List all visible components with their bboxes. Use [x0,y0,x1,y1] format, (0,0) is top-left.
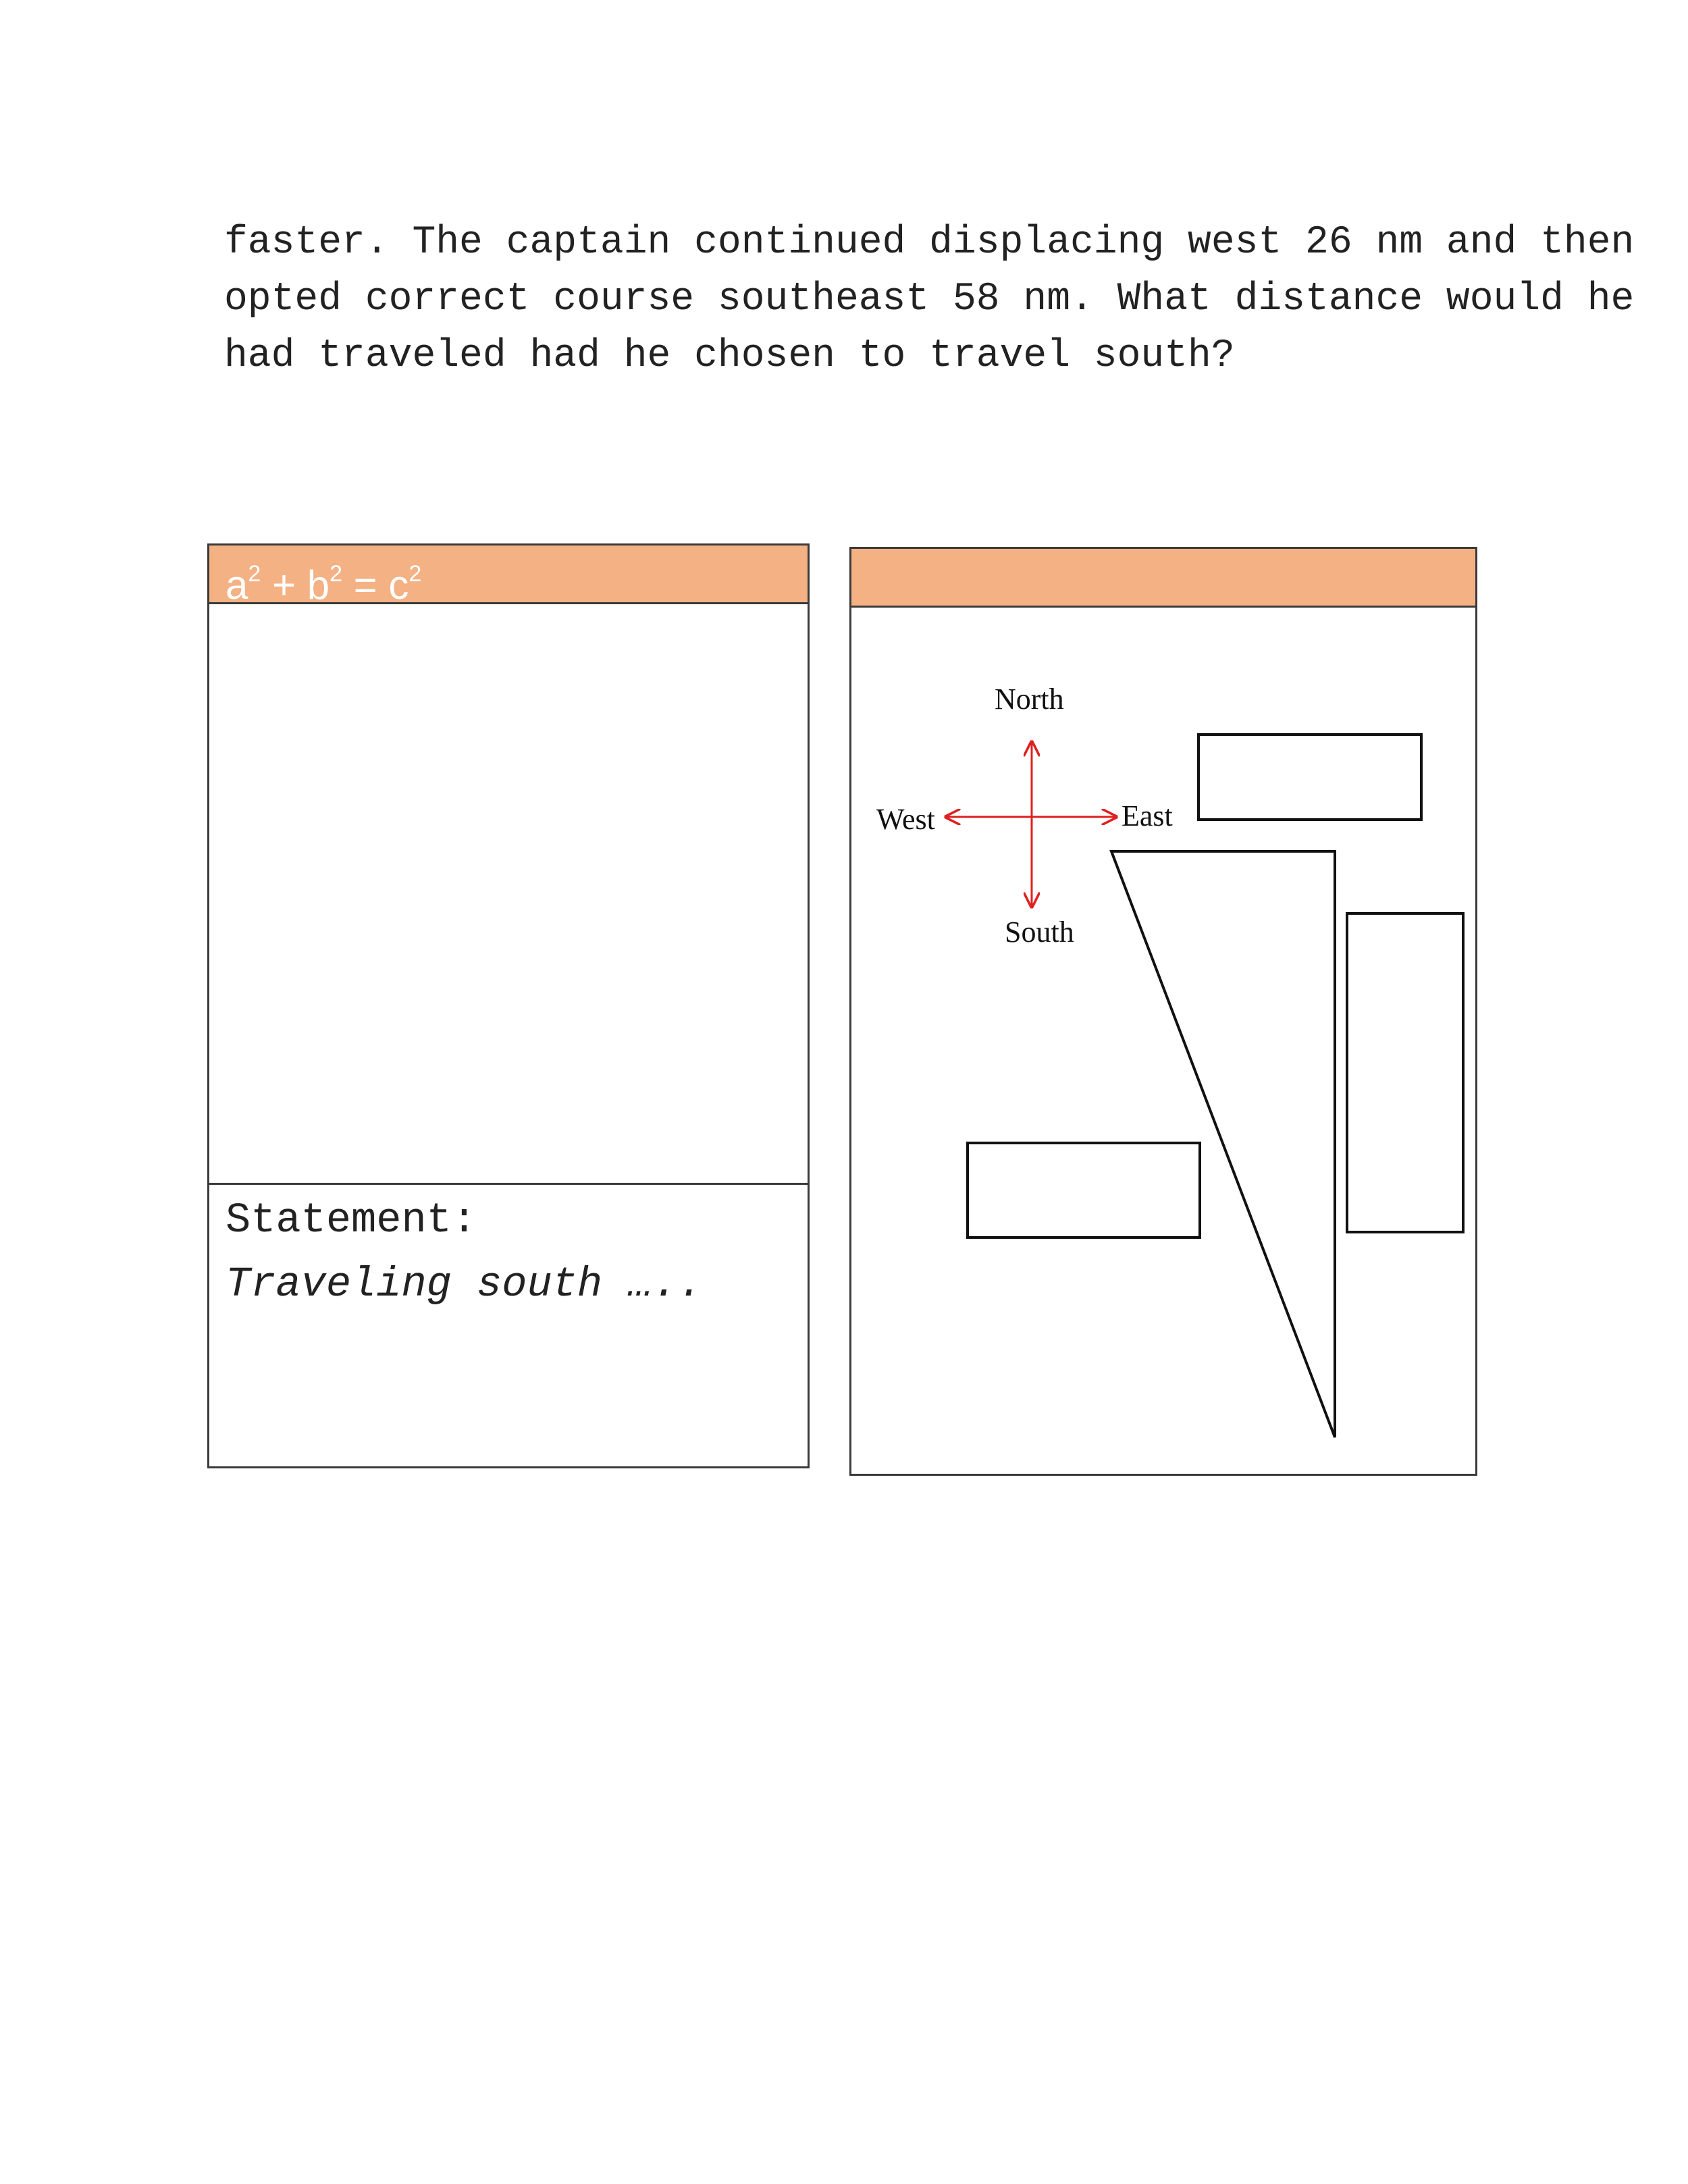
formula-equals: = [342,562,389,608]
compass-north-label: North [995,683,1064,716]
compass-east-label: East [1122,799,1173,832]
formula-c: c [388,562,409,608]
hypotenuse-answer-box[interactable] [968,1143,1200,1237]
pythagorean-formula [226,550,421,610]
compass-south-label: South [1005,915,1074,949]
problem-line: had traveled had he chosen to travel south? [224,334,1235,378]
problem-line: opted correct course southeast 58 nm. What distance would he [224,277,1635,321]
formula-c-exponent: 2 [408,561,422,587]
formula-a-exponent: 2 [248,561,261,587]
formula-header [209,545,808,608]
work-area[interactable] [209,604,808,1185]
diagram-panel [849,547,1477,1476]
formula-a: a [226,562,248,608]
problem-text [224,215,1635,385]
problem-line: faster. The captain continued displacing west 26 nm and then [224,221,1635,265]
compass-west-label: West [876,803,935,836]
east-answer-box[interactable] [1198,735,1421,820]
formula-b: b [307,562,330,608]
formula-plus: + [261,562,307,608]
formula-b-exponent: 2 [329,561,342,587]
formula-panel [207,543,810,1468]
statement-label: Statement: [226,1196,477,1244]
statement-text[interactable]: Traveling south ….. [226,1260,703,1308]
vertical-answer-box[interactable] [1347,913,1463,1232]
navigation-diagram [851,549,1475,1474]
compass-rose [876,683,1173,949]
